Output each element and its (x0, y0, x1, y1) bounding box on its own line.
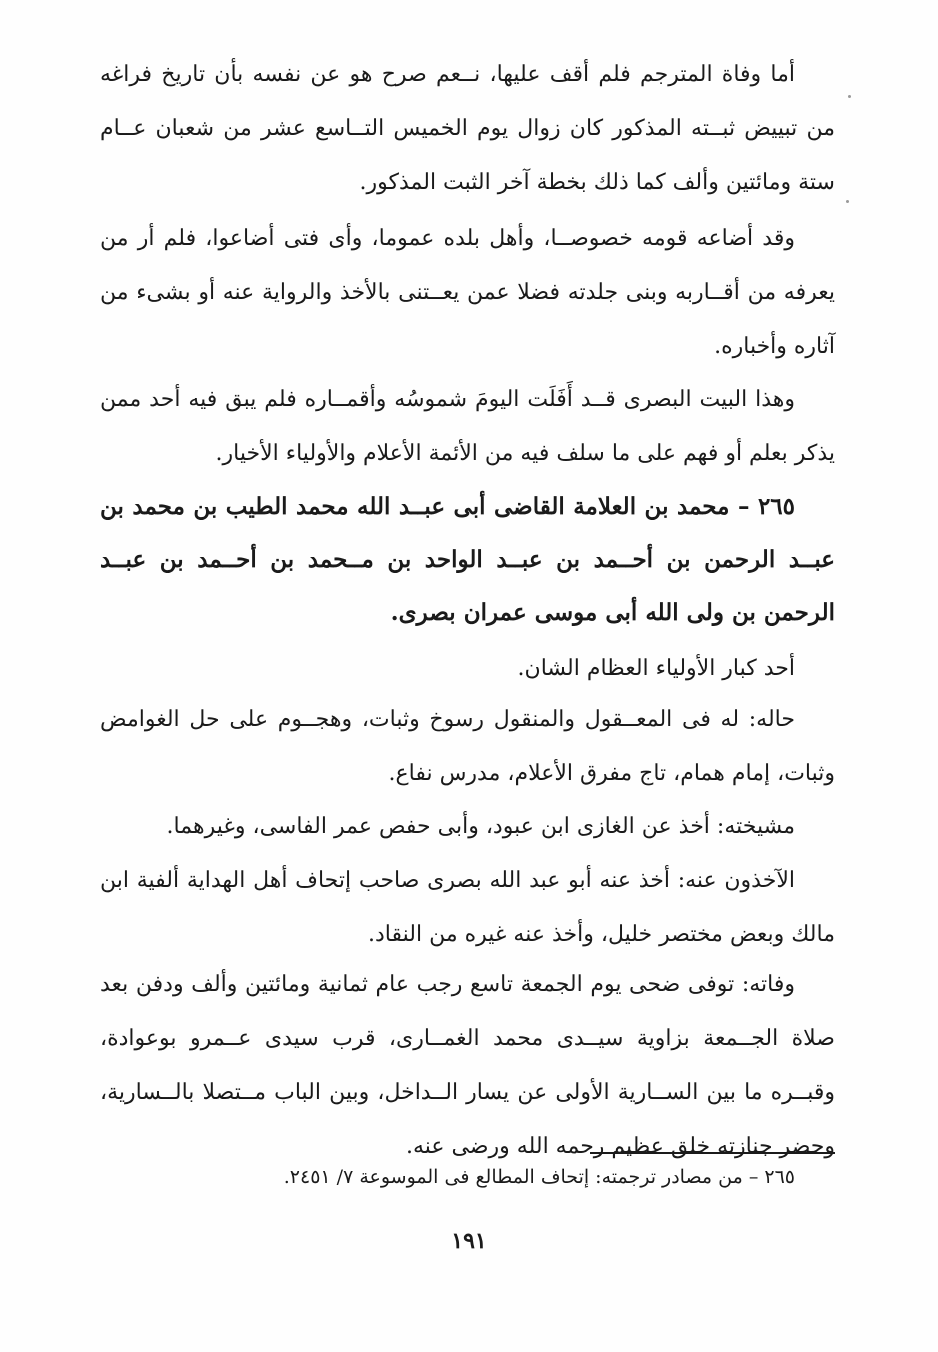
footnote-text: ٢٦٥ – من مصادر ترجمته: إتحاف المطالع فى الموسوعة ٧/ ٢٤٥١. (283, 1166, 795, 1188)
paragraph-text: أما وفاة المترجم فلم أقف عليها، نــعم صرح هو عن نفسه بأن تاريخ فراغه من تبييض ثبــته المذكور كان زوال يوم الخميس التــاسع عشر من شعبان عــام ستة ومائتين وألف كما ذلك بخطة آخر الثبت المذكور. (100, 62, 835, 195)
paragraph-text: حاله: له فى المعــقول والمنقول رسوخ وثبات، وهجــوم على حل الغوامض وثبات، إمام همام، تاج مفرق الأعلام، مدرس نفاع. (100, 707, 835, 786)
footnote (100, 1160, 835, 1194)
paragraph-text: وفاته: توفى ضحى يوم الجمعة تاسع رجب عام ثمانية ومائتين وألف ودفن بعد صلاة الجــمعة بزاوية سيــدى محمد الغمــارى، قرب سيدى عــمرو بوعوادة، وقبــره ما بين الســارية الأولى عن يسار الــداخل، وبين الباب مــتصلا بالــسارية، وحضر جنازته خلق عظيم رحمه الله ورضى عنه. (100, 972, 835, 1159)
scan-speck (846, 200, 849, 203)
paragraph-text: الآخذون عنه: أخذ عنه أبو عبد الله بصرى صاحب إتحاف أهل الهداية ألفية ابن مالك وبعض مختصر خليل، وأخذ عنه غيره من النقاد. (100, 868, 835, 947)
paragraph-rank (100, 642, 835, 696)
footnote-divider (590, 1152, 835, 1154)
paragraph-teachers (100, 800, 835, 854)
paragraph-state (100, 693, 835, 801)
paragraph-text: وقد أضاعه قومه خصوصــا، وأهل بلده عموما، وأى فتى أضاعوا، فلم أر من يعرفه من أقــاربه وبنى جلدته فضلا عمن يعــتنى بالأخذ والرواية عنه أو بشىء من آثاره وأخباره. (100, 226, 835, 359)
entry-heading-text: ٢٦٥ – محمد بن العلامة القاضى أبى عبــد الله محمد الطيب بن محمد بن عبــد الرحمن بن أحــمد بن عبــد الواحد بن مــحمد بن أحــمد بن عبــد الرحمن بن ولى الله أبى موسى عمران بصرى. (100, 493, 835, 626)
paragraph-house-basri (100, 373, 835, 481)
paragraph-text: مشيخته: أخذ عن الغازى ابن عبود، وأبى حفص عمر الفاسى، وغيرهما. (166, 814, 795, 839)
paragraph-neglect (100, 212, 835, 374)
entry-heading (100, 480, 835, 639)
scan-speck (848, 95, 851, 98)
paragraph-text: وهذا البيت البصرى قــد أَفَلَت اليومَ شموسُه وأقمــاره فلم يبق فيه أحد ممن يذكر بعلم أو فهم على ما سلف فيه من الأئمة الأعلام والأولياء الأخيار. (100, 387, 835, 466)
paragraph-death (100, 958, 835, 1174)
paragraph-students (100, 854, 835, 962)
page-number: ١٩١ (451, 1228, 487, 1254)
paragraph-text: أحد كبار الأولياء العظام الشان. (517, 656, 795, 681)
paragraph-death-unknown (100, 48, 835, 210)
